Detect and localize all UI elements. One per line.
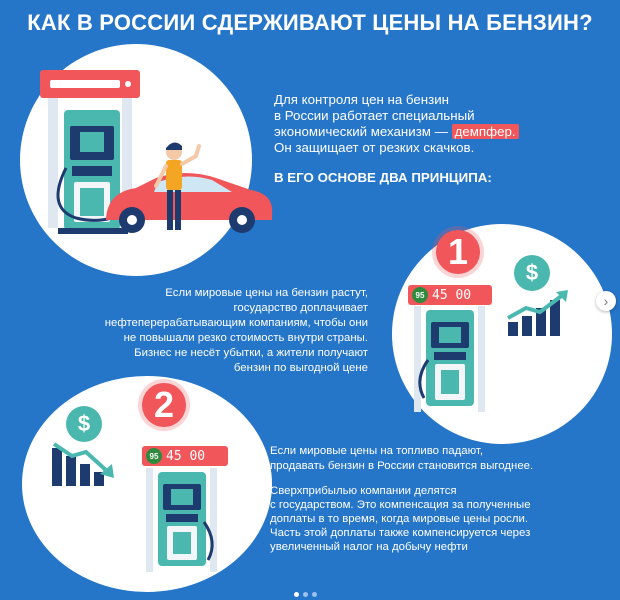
principle-2-text-a: [270, 444, 590, 474]
principle-2-line: Если мировые цены на топливо падают,: [270, 445, 484, 457]
intro-line-3-text: экономический механизм —: [274, 124, 448, 139]
fuel-grade-badge-1: 95: [412, 287, 428, 303]
price-value-2: 45 00: [166, 448, 206, 464]
chart-up-icon: [506, 288, 576, 338]
intro-line-4: Он защищает от резких скачков.: [274, 140, 475, 155]
dollar-coin-2: [66, 406, 102, 442]
dollar-sign-1: $: [525, 260, 539, 285]
fuel-grade-badge-2: 95: [146, 448, 162, 464]
damper-highlight: демпфер.: [452, 124, 519, 139]
price-display-1: [408, 285, 492, 305]
principles-heading: В ЕГО ОСНОВЕ ДВА ПРИНЦИПА:: [274, 170, 492, 185]
carousel-dots: [294, 592, 317, 597]
principle-2-line: доплаты в то время, когда мировые цены росли.: [270, 513, 529, 525]
principle-2-line: продавать бензин в России становится выгоднее.: [270, 460, 534, 472]
principle-2-line: увеличенный налог на добычу нефти: [270, 541, 468, 553]
principle-1-line: нефтеперерабатывающим компаниям, чтобы они: [104, 317, 368, 329]
dollar-sign-2: $: [77, 411, 91, 436]
next-slide-button[interactable]: [596, 291, 616, 311]
principle-1-line: Если мировые цены на бензин растут,: [165, 287, 368, 299]
price-display-2: [142, 446, 228, 466]
gas-pump-illustration-1: [408, 306, 492, 412]
principle-2-line: с государством. Это компенсация за полученные: [270, 499, 531, 511]
principle-1-line: Бизнес не несёт убытки, а жители получают: [134, 347, 368, 359]
principle-2-text-b: [270, 484, 590, 554]
intro-line-2: в России работает специальный: [274, 108, 475, 123]
price-value-1: 45 00: [432, 287, 472, 303]
gas-pump-illustration-2: [142, 468, 222, 572]
page-title: КАК В РОССИИ СДЕРЖИВАЮТ ЦЕНЫ НА БЕНЗИН?: [27, 10, 593, 35]
chart-down-icon: [50, 438, 120, 488]
dollar-coin-1: [514, 255, 550, 291]
carousel-dot-2[interactable]: [303, 592, 308, 597]
principle-2-number: 2: [142, 383, 186, 427]
principle-1-line: бензин по выгодной цене: [233, 362, 368, 374]
intro-text: [274, 92, 594, 156]
principle-2-line: Сверхприбылью компании делятся: [270, 485, 457, 497]
principle-1-number: 1: [436, 230, 480, 274]
principle-1-line: государство доплачивает: [233, 302, 368, 314]
carousel-dot-3[interactable]: [312, 592, 317, 597]
intro-line-1: Для контроля цен на бензин: [274, 92, 450, 107]
principle-1-text: [100, 286, 368, 376]
principle-2-line: Часть этой доплаты также компенсируется через: [270, 527, 531, 539]
intro-line-3: [274, 124, 594, 140]
principle-1-line: не повышали резко стоимость внутри страны.: [123, 332, 368, 344]
gas-station-car-illustration: [36, 68, 276, 248]
chevron-right-icon: ›: [603, 293, 609, 309]
carousel-dot-1[interactable]: [294, 592, 299, 597]
